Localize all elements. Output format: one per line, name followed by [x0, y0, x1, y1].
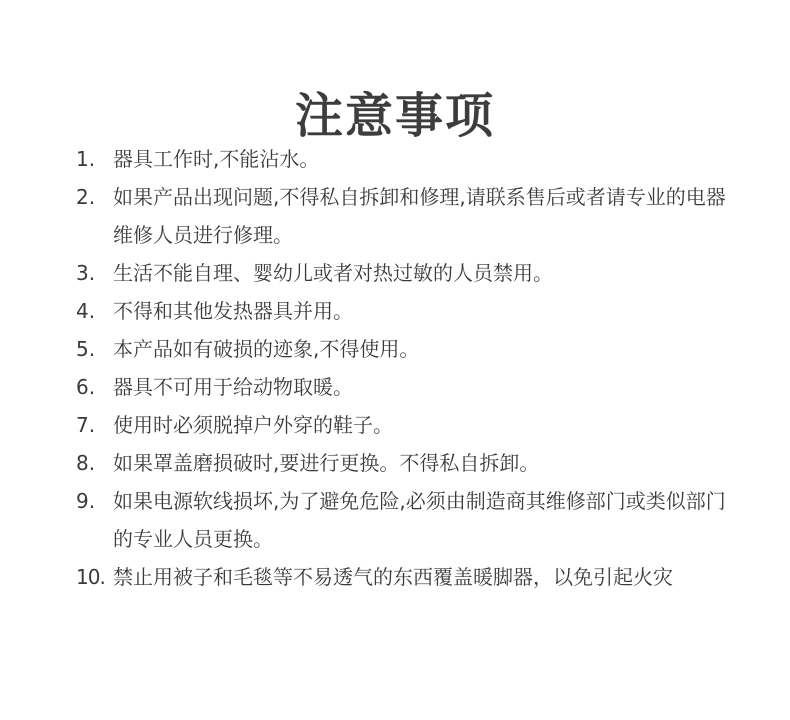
item-number: 6. — [76, 375, 96, 399]
list-item — [76, 482, 736, 558]
list-item — [76, 330, 736, 368]
item-text: 如果产品出现问题,不得私自拆卸和修理,请联系售后或者请专业的电器维修人员进行修理。 — [113, 185, 726, 247]
list-item — [76, 292, 736, 330]
list-item — [76, 444, 736, 482]
item-text: 如果罩盖磨损破时,要进行更换。不得私自拆卸。 — [113, 451, 540, 475]
list-item — [76, 140, 736, 178]
item-text: 如果电源软线损坏,为了避免危险,必须由制造商其维修部门或类似部门的专业人员更换。 — [113, 489, 726, 551]
item-text: 禁止用被子和毛毯等不易透气的东西覆盖暖脚器，以免引起火灾 — [113, 565, 673, 589]
list-item — [76, 406, 736, 444]
item-text: 使用时必须脱掉户外穿的鞋子。 — [113, 413, 393, 437]
item-text: 生活不能自理、婴幼儿或者对热过敏的人员禁用。 — [113, 261, 553, 285]
item-number: 2. — [76, 185, 96, 209]
item-number: 7. — [76, 413, 96, 437]
item-number: 9. — [76, 489, 96, 513]
list-item — [76, 178, 736, 254]
list-item — [76, 368, 736, 406]
item-text: 本产品如有破损的迹象,不得使用。 — [113, 337, 420, 361]
item-number: 1. — [76, 147, 96, 171]
item-number: 5. — [76, 337, 96, 361]
item-text: 器具工作时,不能沾水。 — [113, 147, 320, 171]
item-number: 4. — [76, 299, 96, 323]
page-title: 注意事项 — [294, 88, 495, 145]
item-text: 器具不可用于给动物取暖。 — [113, 375, 353, 399]
item-text: 不得和其他发热器具并用。 — [113, 299, 353, 323]
item-number: 10. — [76, 565, 105, 589]
notice-list — [76, 140, 736, 596]
list-item — [76, 558, 736, 596]
item-number: 3. — [76, 261, 96, 285]
list-item — [76, 254, 736, 292]
item-number: 8. — [76, 451, 96, 475]
